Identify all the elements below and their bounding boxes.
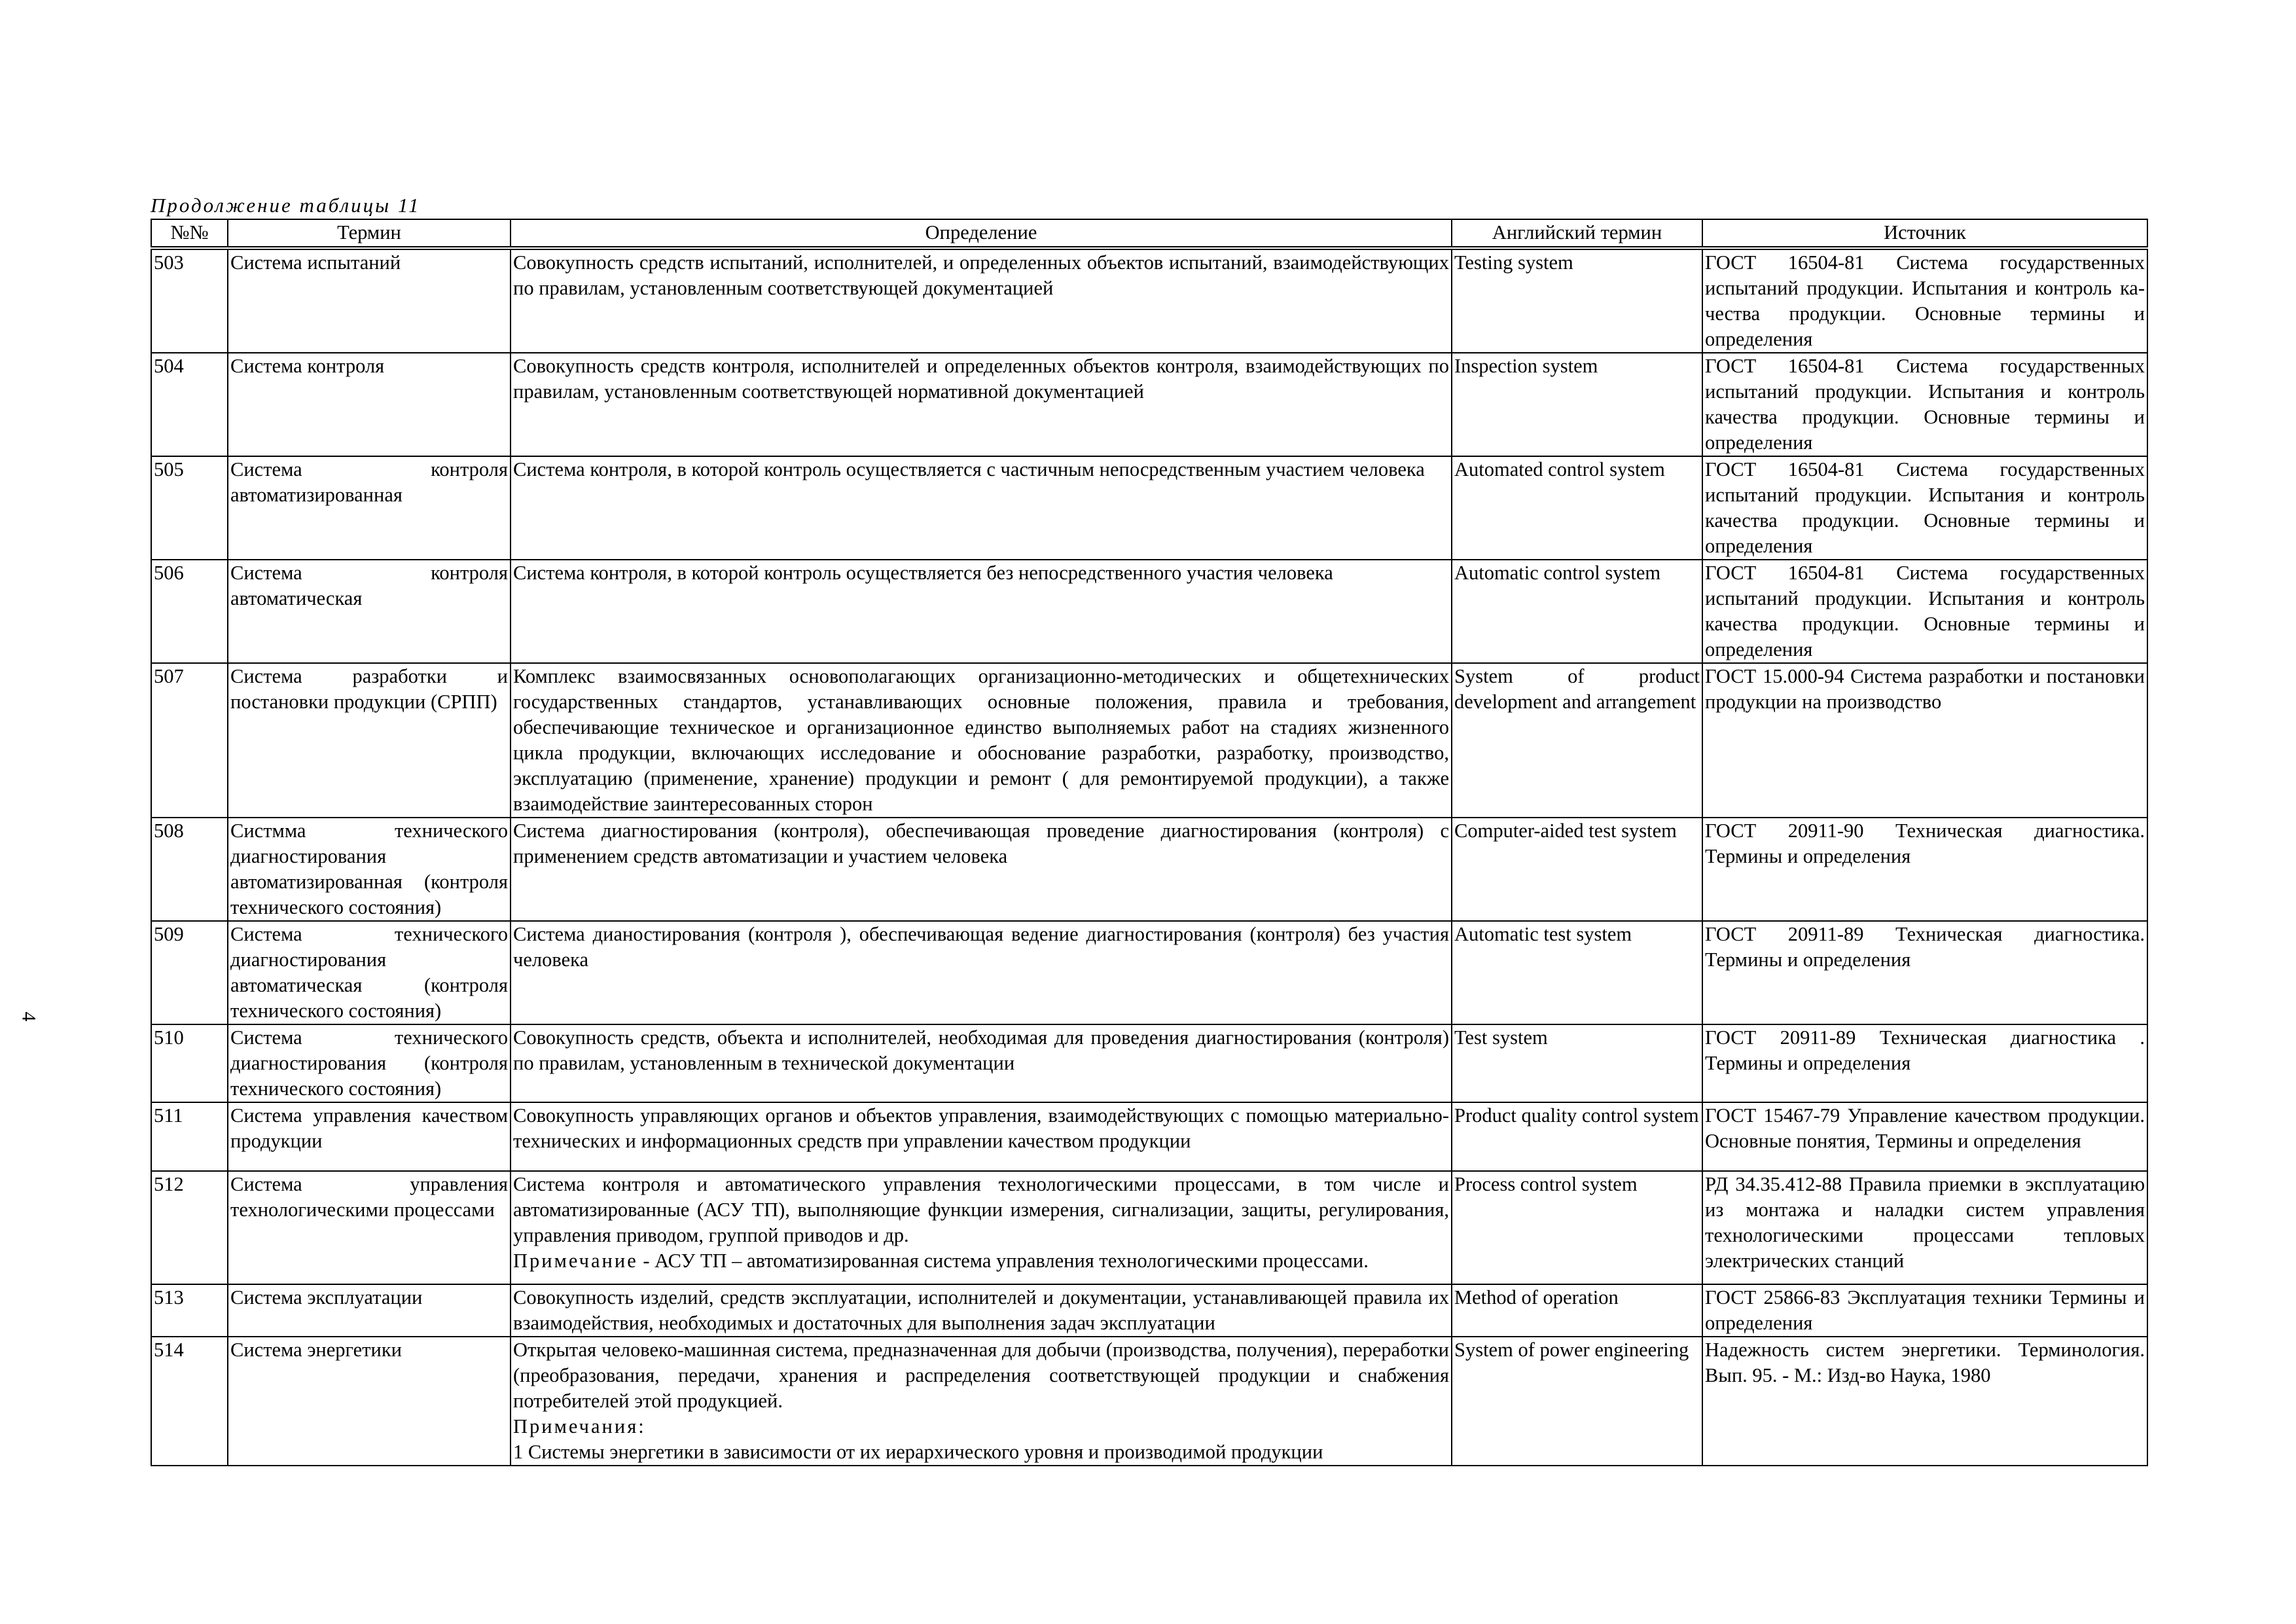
row-english-term: Inspection system: [1452, 353, 1702, 456]
row-term: Система разработки и постановки продукции (СРПП): [228, 663, 511, 818]
definition-note: [513, 1248, 1449, 1274]
row-definition: [511, 560, 1452, 663]
row-definition: [511, 921, 1452, 1024]
row-number: 505: [151, 456, 228, 560]
header-term: Термин: [228, 219, 511, 248]
row-term: Система управления технологическими процессами: [228, 1171, 511, 1284]
definition-text: Открытая человеко-машинная система, предназначенная для добычи (производства, получения), переработки (преобразования, передачи, хранения и распределения соответствующей продукции и снабжения потребителей этой продукцией.: [513, 1339, 1449, 1412]
row-english-term: Automatic control system: [1452, 560, 1702, 663]
row-term: Система контроля: [228, 353, 511, 456]
row-english-term: Testing system: [1452, 248, 1702, 353]
table-row: [151, 663, 2147, 818]
row-definition: [511, 353, 1452, 456]
row-number: 508: [151, 818, 228, 921]
row-number: 513: [151, 1284, 228, 1337]
header-source: Источник: [1702, 219, 2147, 248]
row-number: 511: [151, 1102, 228, 1171]
table-caption: Продолжение таблицы 11: [151, 194, 421, 217]
row-number: 509: [151, 921, 228, 1024]
table-row: [151, 1024, 2147, 1102]
row-number: 512: [151, 1171, 228, 1284]
terms-table: [151, 219, 2148, 1466]
table-row: [151, 818, 2147, 921]
row-source: ГОСТ 15.000-94 Система разработки и постановки продукции на производство: [1702, 663, 2147, 818]
table-row: [151, 1337, 2147, 1466]
row-english-term: Test system: [1452, 1024, 1702, 1102]
note-text: 1 Системы энергетики в зависимости от их иерархического уровня и производимой продукции: [513, 1441, 1323, 1463]
row-definition: [511, 1337, 1452, 1466]
definition-text: Совокупность средств, объекта и исполнителей, необходимая для проведения диагностирования (контроля) по правилам, установленным в технической документации: [513, 1026, 1449, 1074]
note-label: Примечания:: [513, 1415, 646, 1437]
row-source: РД 34.35.412-88 Правила приемки в эксплуатацию из монтажа и наладки систем управления технологическими процессами тепловых электрических станций: [1702, 1171, 2147, 1284]
definition-text: Система контроля, в которой контроль осуществляется без непосредственного участия человека: [513, 562, 1333, 584]
row-definition: [511, 1102, 1452, 1171]
table-row: [151, 560, 2147, 663]
row-english-term: Method of operation: [1452, 1284, 1702, 1337]
header-row: [151, 219, 2147, 248]
row-definition: [511, 1024, 1452, 1102]
table-body: [151, 248, 2147, 1466]
table-row: [151, 1102, 2147, 1171]
row-term: Система контроля автоматическая: [228, 560, 511, 663]
table-row: [151, 1171, 2147, 1284]
row-source: ГОСТ 16504-81 Система государственных испытаний продукции. Испытания и контроль качества продукции. Основные термины и определения: [1702, 560, 2147, 663]
row-english-term: System of power engineering: [1452, 1337, 1702, 1466]
row-source: ГОСТ 25866-83 Эксплуатация техники Термины и определения: [1702, 1284, 2147, 1337]
row-english-term: Automatic test system: [1452, 921, 1702, 1024]
header-number: №№: [151, 219, 228, 248]
row-english-term: Process control system: [1452, 1171, 1702, 1284]
table-row: [151, 248, 2147, 353]
definition-text: Система контроля, в которой контроль осуществляется с частичным непосредственным участием человека: [513, 458, 1425, 480]
row-source: ГОСТ 16504-81 Система государственных испытаний продукции. Испытания и контроль качества продукции. Основные термины и определения: [1702, 353, 2147, 456]
table-row: [151, 1284, 2147, 1337]
row-term: Система технического диагностирования (контроля технического состояния): [228, 1024, 511, 1102]
row-english-term: Product quality control system: [1452, 1102, 1702, 1171]
row-number: 510: [151, 1024, 228, 1102]
row-english-term: System of product development and arrangement: [1452, 663, 1702, 818]
row-definition: [511, 456, 1452, 560]
definition-text: Совокупность управляющих органов и объектов управления, взаимодействующих с помощью материально-технических и информационных средств при управлении качеством продукции: [513, 1104, 1449, 1152]
header-definition: Определение: [511, 219, 1452, 248]
definition-text: Комплекс взаимосвязанных основополагающих организационно-методических и общетехнических государственных стандартов, устанавливающих основные положения, правила и требования, обеспечивающие техническое и организационное единство выполняемых работ на стадиях жизненного цикла продукции, включающих исследование и обоснование разработки, разработку, производство, эксплуатацию (применение, хранение) продукции и ремонт ( для ремонтируемой продукции), а также взаимодействие заинтересованных сторон: [513, 665, 1449, 815]
definition-text: Система диагностирования (контроля), обеспечивающая проведение диагностирования (контроля) с применением средств автоматизации и участием человека: [513, 820, 1449, 867]
page-number: 4: [18, 1011, 40, 1022]
row-term: Система эксплуатации: [228, 1284, 511, 1337]
table-row: [151, 456, 2147, 560]
row-term: Система энергетики: [228, 1337, 511, 1466]
row-source: Надежность систем энергетики. Терминология. Вып. 95. - М.: Изд-во Наука, 1980: [1702, 1337, 2147, 1466]
row-source: ГОСТ 15467-79 Управление качеством продукции. Основные понятия, Термины и определения: [1702, 1102, 2147, 1171]
row-number: 507: [151, 663, 228, 818]
row-source: ГОСТ 20911-89 Техническая диагностика . Термины и определения: [1702, 1024, 2147, 1102]
definition-note: [513, 1414, 1449, 1465]
row-term: Система технического диагностирования автоматическая (контроля технического состояния): [228, 921, 511, 1024]
note-text: - АСУ ТП – автоматизированная система управления технологическими процессами.: [637, 1250, 1369, 1272]
row-definition: [511, 1171, 1452, 1284]
row-number: 504: [151, 353, 228, 456]
row-term: Система испытаний: [228, 248, 511, 353]
definition-text: Совокупность средств контроля, исполнителей и определенных объектов контроля, взаимодействующих по правилам, установленным соответствующей нормативной документацией: [513, 355, 1449, 403]
definition-text: Совокупность средств испытаний, исполнителей, и определенных объектов испытаний, взаимодействующих по правилам, установленным соответствующей документацией: [513, 251, 1449, 299]
row-definition: [511, 248, 1452, 353]
row-source: ГОСТ 20911-89 Техническая диагностика. Термины и определения: [1702, 921, 2147, 1024]
table-row: [151, 921, 2147, 1024]
row-term: Систмма технического диагностирования автоматизированная (контроля технического состояния): [228, 818, 511, 921]
definition-text: Система контроля и автоматического управления технологическими процессами, в том числе и автоматизированные (АСУ ТП), выполняющие функции измерения, сигнализации, защиты, регулирования, управления приводом, группой приводов и др.: [513, 1173, 1449, 1246]
table-row: [151, 353, 2147, 456]
row-english-term: Computer-aided test system: [1452, 818, 1702, 921]
row-number: 506: [151, 560, 228, 663]
row-english-term: Automated control system: [1452, 456, 1702, 560]
definition-text: Система дианостирования (контроля ), обеспечивающая ведение диагностирования (контроля) без участия человека: [513, 923, 1449, 971]
row-number: 503: [151, 248, 228, 353]
definition-text: Совокупность изделий, средств эксплуатации, исполнителей и документации, устанавливающей правила их взаимодействия, необходимых и достаточных для выполнения задач эксплуатации: [513, 1286, 1449, 1334]
row-number: 514: [151, 1337, 228, 1466]
row-source: ГОСТ 16504-81 Система государственных испытаний продукции. Испытания и контроль ка-чества продукции. Основные термины и определения: [1702, 248, 2147, 353]
row-definition: [511, 663, 1452, 818]
row-definition: [511, 818, 1452, 921]
note-label: Примечание: [513, 1250, 638, 1272]
header-english-term: Английский термин: [1452, 219, 1702, 248]
row-term: Система контроля автоматизированная: [228, 456, 511, 560]
row-term: Система управления качеством продукции: [228, 1102, 511, 1171]
row-source: ГОСТ 20911-90 Техническая диагностика. Термины и определения: [1702, 818, 2147, 921]
row-source: ГОСТ 16504-81 Система государственных испытаний продукции. Испытания и контроль качества продукции. Основные термины и определения: [1702, 456, 2147, 560]
row-definition: [511, 1284, 1452, 1337]
